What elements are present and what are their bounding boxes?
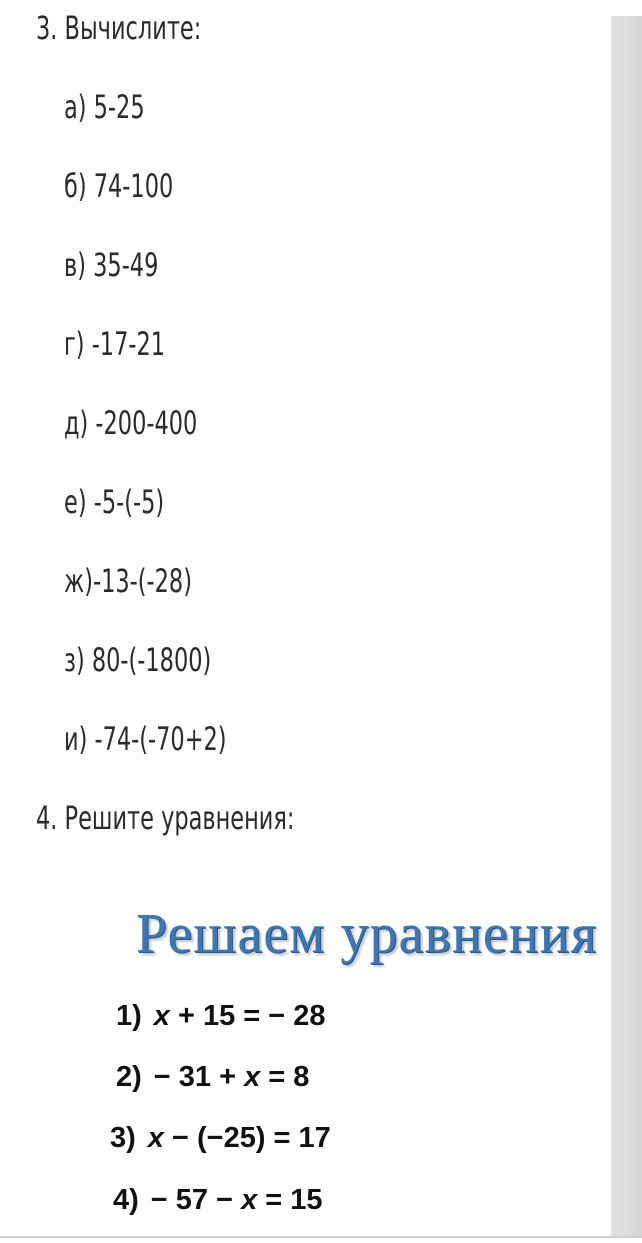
equation-3: 3) x − (−25) = 17 <box>110 1122 331 1154</box>
task-3-item-g: г) -17-21 <box>64 325 166 363</box>
task-3-item-b: б) 74-100 <box>64 167 174 205</box>
equation-1: 1) x + 15 = − 28 <box>116 1000 326 1032</box>
task-3-item-z: з) 80-(-1800) <box>64 641 212 679</box>
task-4-heading: 4. Решите уравнения: <box>36 799 295 837</box>
equations-banner-title: Решаем уравнения <box>136 903 598 965</box>
task-3-item-v: в) 35-49 <box>64 246 159 284</box>
task-3-heading: 3. Вычислите: <box>36 9 202 47</box>
page-side-strip <box>611 16 642 1236</box>
equation-2: 2) − 31 + x = 8 <box>116 1061 310 1093</box>
task-3-item-zh: ж)-13-(-28) <box>64 562 192 600</box>
page-bottom-border <box>0 1236 642 1238</box>
equations-image <box>0 870 611 1240</box>
equation-4: 4) − 57 − x = 15 <box>113 1184 323 1216</box>
task-3-item-a: а) 5-25 <box>64 88 145 126</box>
task-3-item-d: д) -200-400 <box>64 404 198 442</box>
task-3-item-i: и) -74-(-70+2) <box>64 720 227 758</box>
task-3-item-e: е) -5-(-5) <box>64 483 165 521</box>
